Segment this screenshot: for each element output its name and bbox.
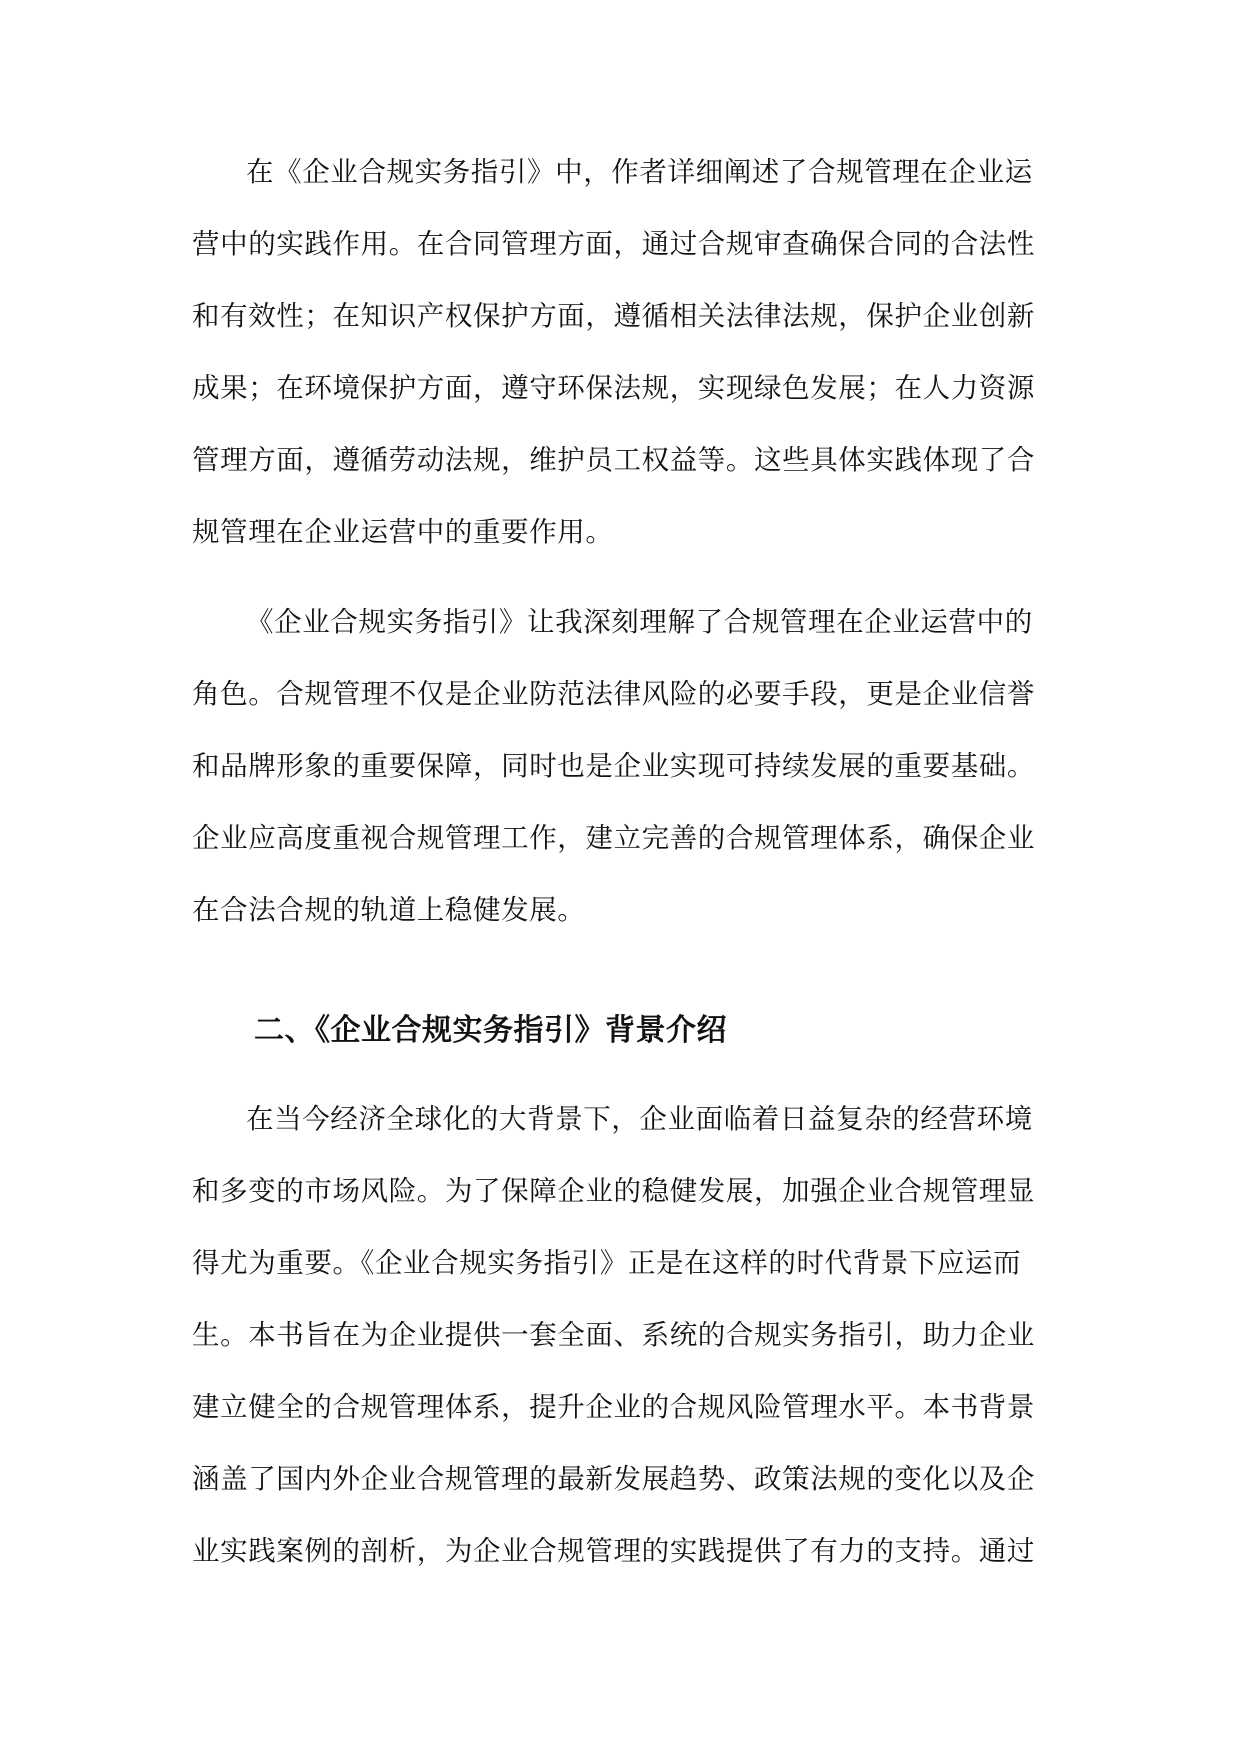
paragraph-line: 和多变的市场风险。为了保障企业的稳健发展，加强企业合规管理显 (192, 1175, 1035, 1207)
paragraph-line: 得尤为重要。《企业合规实务指引》正是在这样的时代背景下应运而 (192, 1247, 1022, 1279)
paragraph-line: 业实践案例的剖析，为企业合规管理的实践提供了有力的支持。通过 (192, 1535, 1035, 1567)
paragraph-line: 建立健全的合规管理体系，提升企业的合规风险管理水平。本书背景 (192, 1391, 1035, 1423)
paragraph-line: 在合法合规的轨道上稳健发展。 (192, 894, 586, 926)
paragraph-line: 涵盖了国内外企业合规管理的最新发展趋势、政策法规的变化以及企 (192, 1463, 1035, 1495)
paragraph-line: 在《企业合规实务指引》中，作者详细阐述了合规管理在企业运 (246, 156, 1033, 188)
paragraph-line: 管理方面，遵循劳动法规，维护员工权益等。这些具体实践体现了合 (192, 444, 1035, 476)
paragraph-line: 规管理在企业运营中的重要作用。 (192, 516, 614, 548)
paragraph-line: 企业应高度重视合规管理工作，建立完善的合规管理体系，确保企业 (192, 822, 1035, 854)
paragraph-line: 《企业合规实务指引》让我深刻理解了合规管理在企业运营中的 (246, 606, 1033, 638)
paragraph-line: 在当今经济全球化的大背景下，企业面临着日益复杂的经营环境 (246, 1103, 1033, 1135)
paragraph-line: 成果；在环境保护方面，遵守环保法规，实现绿色发展；在人力资源 (192, 372, 1035, 404)
paragraph-line: 角色。合规管理不仅是企业防范法律风险的必要手段，更是企业信誉 (192, 678, 1035, 710)
section-heading: 二、《企业合规实务指引》背景介绍 (254, 1013, 727, 1048)
paragraph-line: 和品牌形象的重要保障，同时也是企业实现可持续发展的重要基础。 (192, 750, 1035, 782)
paragraph-line: 营中的实践作用。在合同管理方面，通过合规审查确保合同的合法性 (192, 228, 1035, 260)
paragraph-line: 和有效性；在知识产权保护方面，遵循相关法律法规，保护企业创新 (192, 300, 1035, 332)
paragraph-line: 生。本书旨在为企业提供一套全面、系统的合规实务指引，助力企业 (192, 1319, 1035, 1351)
